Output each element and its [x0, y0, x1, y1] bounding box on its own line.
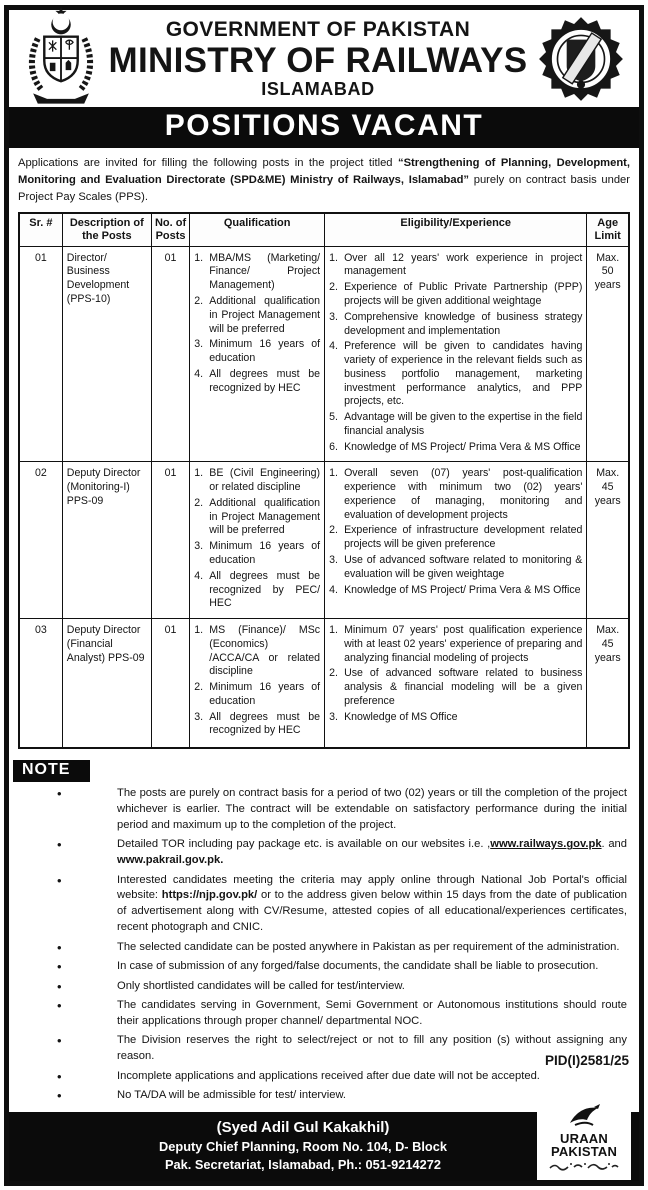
text-segment: Incomplete applications and applications received after due date will not be accepted.: [117, 1069, 540, 1082]
qualification-item: BE (Civil Engineering) or related discipline: [209, 467, 321, 494]
positions-vacant-banner: [9, 107, 639, 148]
qualification-item: Minimum 16 years of education: [209, 338, 321, 365]
col-header-no-of-posts: No. of Posts: [151, 213, 189, 246]
table-row: [19, 462, 629, 619]
text-segment: “Strengthening of Planning, Development, Monitoring and Evaluation Directorate (SPD&ME) Ministry of Railways, Islamabad”: [18, 157, 630, 186]
text-segment: No TA/DA will be admissible for test/ interview.: [117, 1088, 347, 1101]
note-item: [9, 1069, 639, 1085]
qualification-cell: [190, 246, 325, 462]
uraan-label: URAAN: [560, 1130, 608, 1146]
post-description: Deputy Director (Financial Analyst) PPS-09: [62, 619, 151, 749]
qualification-item: All degrees must be recognized by PEC/ HEC: [209, 569, 321, 610]
col-header-eligibility: Eligibility/Experience: [325, 213, 587, 246]
qualification-list: [194, 467, 320, 611]
signatory-title: Deputy Chief Planning, Room No. 104, D- Block: [159, 1138, 447, 1154]
age-limit: Max. 50 years: [587, 246, 629, 462]
eligibility-item: Experience of Public Private Partnership (PPP) projects will be given additional weightage: [344, 281, 583, 307]
table-row: [19, 619, 629, 749]
note-item: [9, 940, 639, 956]
eligibility-item: Comprehensive knowledge of business strategy development and implementation: [344, 310, 583, 337]
eligibility-item: Overall seven (07) years' post-qualification experience with minimum two (02) years' experience of managing, monitoring and evaluation of development projects: [344, 467, 583, 521]
table-row: [19, 246, 629, 462]
text-segment: . and: [601, 838, 627, 851]
eligibility-item: Advantage will be given to the expertise in the field financial analysis: [344, 411, 583, 437]
positions-table: [18, 212, 630, 749]
eligibility-cell: [325, 462, 587, 619]
qualification-item: MBA/MS (Marketing/ Finance/ Project Management): [209, 251, 321, 292]
pakistan-state-emblem-icon: [19, 7, 103, 111]
text-segment: The selected candidate can be posted anywhere in Pakistan as per requirement of the administration.: [117, 940, 620, 953]
qualification-list: [194, 624, 320, 738]
footer-bar: [9, 1112, 639, 1181]
sr-number: 01: [19, 246, 62, 462]
eligibility-item: Over all 12 years' work experience in project management: [344, 251, 583, 278]
post-description: Deputy Director (Monitoring-I) PPS-09: [62, 462, 151, 619]
masthead-titles: [105, 19, 531, 99]
notes-section: [9, 786, 639, 1104]
intro-paragraph: [9, 148, 639, 208]
col-header-qualification: Qualification: [190, 213, 325, 246]
qualification-item: All degrees must be recognized by HEC: [209, 710, 321, 737]
ministry-title: MINISTRY OF RAILWAYS: [108, 40, 528, 80]
note-item: [9, 837, 639, 869]
government-line: GOVERNMENT OF PAKISTAN: [165, 18, 471, 42]
num-posts: 01: [151, 462, 189, 619]
age-limit: Max. 45 years: [587, 462, 629, 619]
eligibility-item: Preference will be given to candidates having variety of experience in the relevant fields such as business portfolio management, marketing investment performance analytics, and PPP projects, etc.: [344, 340, 583, 408]
eligibility-list: [329, 624, 582, 724]
eligibility-cell: [325, 619, 587, 749]
qualification-cell: [190, 462, 325, 619]
eligibility-list: [329, 467, 582, 597]
signatory-address: Pak. Secretariat, Islamabad, Ph.: 051-9214272: [164, 1156, 441, 1172]
railways-crest-icon: [531, 13, 631, 105]
eligibility-item: Knowledge of MS Office: [344, 710, 458, 723]
text-segment: www.pakrail.gov.pk.: [117, 854, 224, 867]
note-item: [9, 873, 639, 937]
pid-number: PID(I)2581/25: [544, 1052, 629, 1068]
eligibility-cell: [325, 246, 587, 462]
text-segment: or to the address given below within 15 days from the date of publication of advertisement along with CV/Resume, attested copies of all educational/experiences certificates, recent photograph and CNIC.: [117, 889, 628, 934]
text-segment: https://njp.gov.pk/: [161, 889, 258, 902]
qualification-list: [194, 252, 320, 396]
qualification-item: Additional qualification in Project Management will be preferred: [209, 496, 321, 537]
eligibility-item: Knowledge of MS Project/ Prima Vera & MS Office: [344, 440, 581, 453]
text-segment: www.railways.gov.pk: [490, 838, 602, 851]
age-limit: Max. 45 years: [587, 619, 629, 749]
masthead: [9, 10, 639, 107]
sr-number: 02: [19, 462, 62, 619]
text-segment: Only shortlisted candidates will be called for test/interview.: [117, 979, 405, 992]
text-segment: The posts are purely on contract basis for a period of two (02) years or till the completion of the project whichever is earlier. The contract will be extendable on satisfactory performance during the initial period and maximum up to the completion of the project.: [117, 787, 627, 831]
text-segment: Detailed TOR including pay package etc. is available on our websites i.e. ,: [117, 838, 491, 851]
signatory-name: (Syed Adil Gul Kakakhil): [216, 1118, 390, 1136]
qualification-item: Minimum 16 years of education: [209, 540, 321, 566]
text-segment: Applications are invited for filling the following posts in the project titled: [18, 157, 398, 169]
num-posts: 01: [151, 246, 189, 462]
banner-title: POSITIONS VACANT: [164, 109, 484, 142]
eligibility-item: Use of advanced software related to monitoring & evaluation will be given weightage: [344, 553, 583, 580]
post-description: Director/ Business Development (PPS-10): [62, 246, 151, 462]
text-segment: In case of submission of any forged/false documents, the candidate shall be liable to prosecution.: [117, 960, 599, 973]
note-item: [9, 786, 639, 834]
note-item: [9, 998, 639, 1030]
railways-crest-icon: [535, 13, 627, 105]
uraan-bird-icon: [567, 1103, 601, 1127]
pakistan-state-emblem-icon: [17, 7, 105, 111]
note-item: [9, 959, 639, 975]
note-item: [9, 979, 639, 995]
table-header-row: [19, 213, 629, 246]
col-header-description: Description of the Posts: [62, 213, 151, 246]
qualification-item: MS (Finance)/ MSc (Economics) /ACCA/CA or related discipline: [209, 624, 321, 678]
qualification-item: All degrees must be recognized by HEC: [209, 367, 321, 394]
note-badge: NOTE: [13, 760, 90, 782]
qualification-cell: [190, 619, 325, 749]
col-header-sr: Sr. #: [19, 213, 62, 246]
advertisement: [4, 5, 644, 1186]
city-line: ISLAMABAD: [261, 78, 375, 99]
urdu-caption-icon: [548, 1162, 620, 1171]
eligibility-item: Knowledge of MS Project/ Prima Vera & MS Office: [344, 583, 581, 596]
qualification-item: Minimum 16 years of education: [209, 681, 321, 707]
eligibility-list: [329, 252, 582, 455]
text-segment: Interested candidates meeting the criteria may apply online through National Job Portal's official website:: [117, 873, 627, 902]
eligibility-item: Minimum 07 years' post qualification experience with at least 02 years' experience of preparing and analyzing financial modeling of projects: [344, 624, 583, 664]
text-segment: purely on contract basis under Project Pay Scales (PPS).: [18, 173, 630, 203]
text-segment: The Division reserves the right to select/reject or not to fill any position (s) without assigning any reason.: [117, 1034, 627, 1063]
sr-number: 03: [19, 619, 62, 749]
pakistan-label: PAKISTAN: [550, 1144, 618, 1160]
qualification-item: Additional qualification in Project Management will be preferred: [209, 294, 321, 335]
num-posts: 01: [151, 619, 189, 749]
eligibility-item: Experience of infrastructure development related projects will be given preference: [344, 524, 583, 551]
col-header-age-limit: Age Limit: [587, 213, 629, 246]
text-segment: The candidates serving in Government, Semi Government or Autonomous institutions should route their applications through proper channel/ departmental NOC.: [117, 998, 627, 1027]
eligibility-item: Use of advanced software related to business analysis & financial modeling will be a given preference: [344, 667, 583, 707]
uraan-pakistan-logo: [537, 1100, 631, 1181]
